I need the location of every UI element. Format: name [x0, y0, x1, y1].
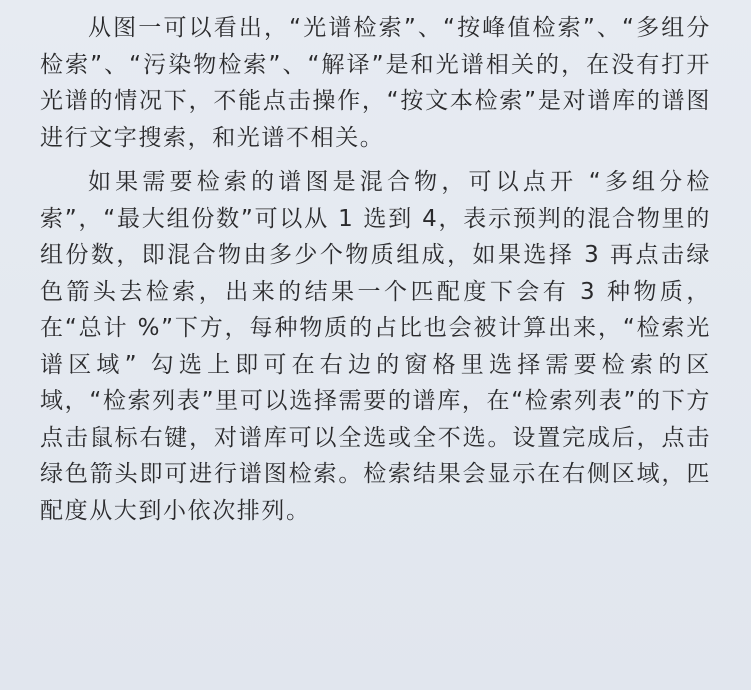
- paragraph-multicomponent-search: 如果需要检索的谱图是混合物，可以点开 “多组分检索”，“最大组份数”可以从 1 选到 4，表示预判的混合物里的组份数，即混合物由多少个物质组成，如果选择 3 再点击绿色箭头去检索，出来的结果一个匹配度下会有 3 种物质，在“总计 %”下方，每种物质的占比也会被计算出来，“检索光谱区域” 勾选上即可在右边的窗格里选择需要检索的区域，“检索列表”里可以选择需要的谱库，在“检索列表”的下方点击鼠标右键，对谱库可以全选或全不选。设置完成后，点击绿色箭头即可进行谱图检索。检索结果会显示在右侧区域，匹配度从大到小依次排列。: [40, 169, 711, 524]
- paragraph-search-functions: 从图一可以看出，“光谱检索”、“按峰值检索”、“多组分检索”、“污染物检索”、“解译”是和光谱相关的，在没有打开光谱的情况下，不能点击操作，“按文本检索”是对谱库的谱图进行文字搜索，和光谱不相关。: [40, 15, 711, 151]
